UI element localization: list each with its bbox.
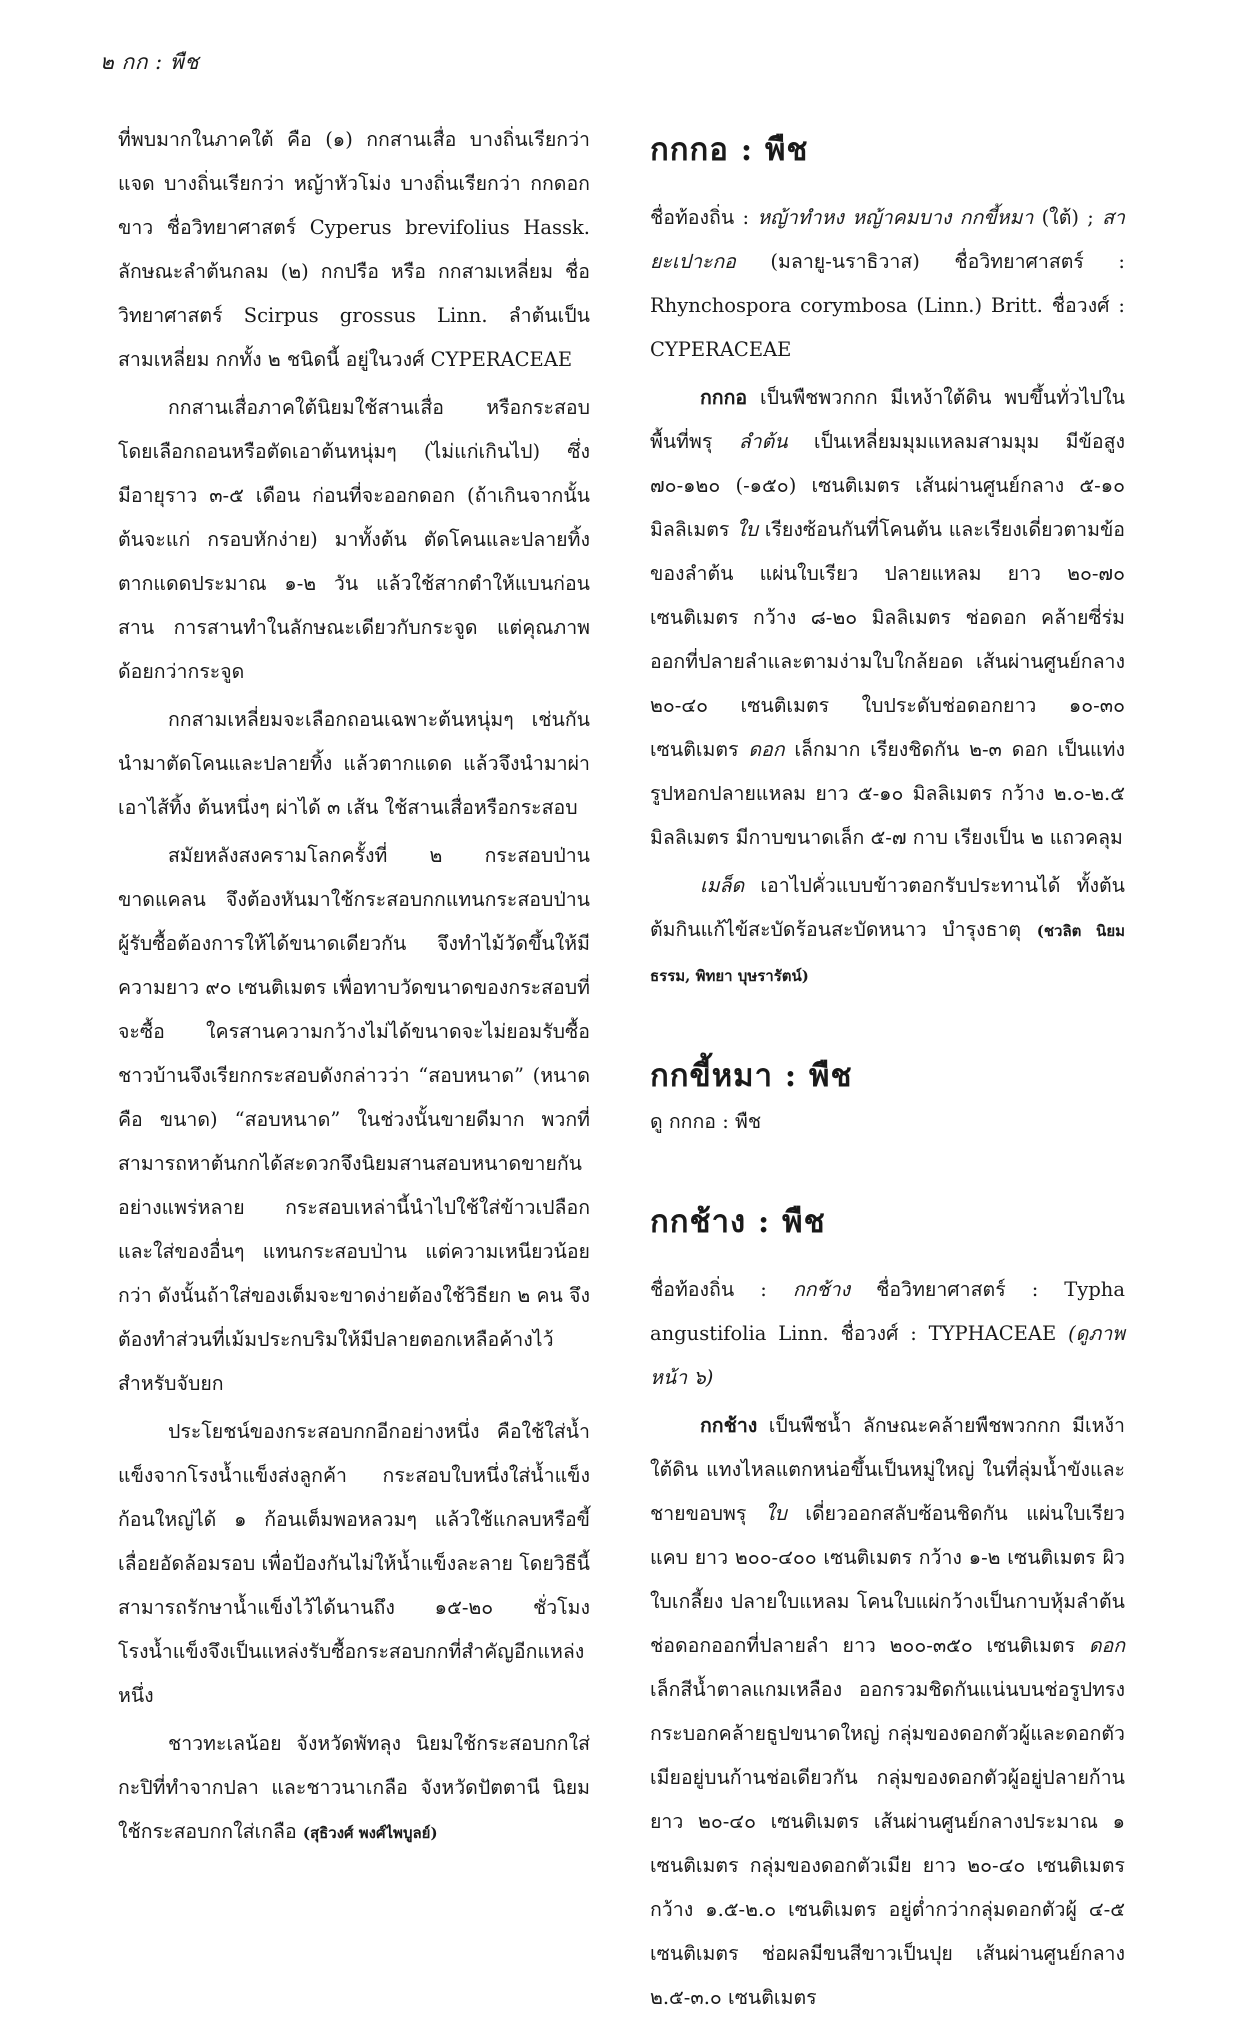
left-column: [118, 118, 590, 1855]
local-names-malay: สายะเปาะกอ: [650, 206, 1125, 273]
local-names-line: [650, 196, 1125, 372]
entry-kakchang: [650, 1196, 1125, 2020]
term-leaf: ใบ: [764, 1502, 787, 1525]
local-names: กกช้าง: [792, 1278, 851, 1301]
paragraph: สมัยหลังสงครามโลกครั้งที่ ๒ กระสอบป่านขาดแคลน จึงต้องหันมาใช้กระสอบกกแทนกระสอบป่าน ผู้รับซื้อต้องการให้ได้ขนาดเดียวกัน จึงทำไม้วัดขึ้นให้มีความยาว ๙๐ เซนติเมตร เพื่อทาบวัดขนาดของกระสอบที่จะซื้อ ใครสานความกว้างไม่ได้ขนาดจะไม่ยอมรับซื้อ ชาวบ้านจึงเรียกกระสอบดังกล่าวว่า “สอบหนาด” (หนาด คือ ขนาด) “สอบหนาด” ในช่วงนั้นขายดีมาก พวกที่สามารถหาต้นกกได้สะดวกจึงนิยมสานสอบหนาดขายกันอย่างแพร่หลาย กระสอบเหล่านี้นำไปใช้ใส่ข้าวเปลือกและใส่ของอื่นๆ แทนกระสอบป่าน แต่ความเหนียวน้อยกว่า ดังนั้นถ้าใส่ของเต็มจะขาดง่ายต้องใช้วิธียก ๒ คน จึงต้องทำส่วนที่เม้มประกบริมให้มีปลายตอกเหลือค้างไว้สำหรับจับยก: [118, 844, 590, 1395]
see-picture-ref: (ดูภาพหน้า ๖): [650, 1322, 1125, 1389]
paragraph: ประโยชน์ของกระสอบกกอีกอย่างหนึ่ง คือใช้ใส่น้ำแข็งจากโรงน้ำแข็งส่งลูกค้า กระสอบใบหนึ่งใส่น้ำแข็งก้อนใหญ่ได้ ๑ ก้อนเต็มพอหลวมๆ แล้วใช้แกลบหรือขี้เลื่อยอัดล้อมรอบ เพื่อป้องกันไม่ให้น้ำแข็งละลาย โดยวิธีนี้สามารถรักษาน้ำแข็งไว้ได้นานถึง ๑๕-๒๐ ชั่วโมง โรงน้ำแข็งจึงเป็นแหล่งรับซื้อกระสอบกกที่สำคัญอีกแหล่งหนึ่ง: [118, 1420, 590, 1707]
description-text: เรียงซ้อนกันที่โคนต้น และเรียงเดี่ยวตามข้อของลำต้น แผ่นใบเรียว ปลายแหลม ยาว ๒๐-๗๐ เซนติเมตร กว้าง ๘-๒๐ มิลลิเมตร ช่อดอก คล้ายซี่ร่ม ออกที่ปลายลำและตามง่ามใบใกล้ยอด เส้นผ่านศูนย์กลาง ๒๐-๔๐ เซนติเมตร ใบประดับช่อดอกยาว ๑๐-๓๐ เซนติเมตร: [650, 518, 1125, 761]
entry-title: กกช้าง : พืช: [650, 1204, 826, 1240]
local-region: (ใต้) ;: [1033, 206, 1103, 229]
entry-title: กกขี้หมา : พืช: [650, 1058, 853, 1094]
description-text: เป็นพืชพวกกก มีเหง้าใต้ดิน พบขึ้นทั่วไปในพื้นที่พรุ: [650, 386, 1125, 453]
term-flower: ดอก: [1088, 1634, 1125, 1657]
paragraph: ที่พบมากในภาคใต้ คือ (๑) กกสานเสื่อ บางถิ่นเรียกว่า แจด บางถิ่นเรียกว่า หญ้าหัวโม่ง บางถิ่นเรียกว่า กกดอกขาว ชื่อวิทยาศาสตร์ Cyperus brevifolius Hassk. ลักษณะลำต้นกลม (๒) กกปรือ หรือ กกสามเหลี่ยม ชื่อวิทยาศาสตร์ Scirpus grossus Linn. ลำต้นเป็นสามเหลี่ยม กกทั้ง ๒ ชนิดนี้ อยู่ในวงศ์ CYPERACEAE: [118, 128, 590, 371]
author-signature: (สุธิวงศ์ พงศ์ไพบูลย์): [302, 1824, 438, 1842]
right-column: [650, 118, 1125, 2020]
description-paragraph: [650, 1404, 1125, 2020]
description-text: เดี่ยวออกสลับซ้อนชิดกัน แผ่นใบเรียวแคบ ยาว ๒๐๐-๔๐๐ เซนติเมตร กว้าง ๑-๒ เซนติเมตร ผิวใบเกลี้ยง ปลายใบแหลม โคนใบแผ่กว้างเป็นกาบหุ้มลำต้น ช่อดอกออกที่ปลายลำ ยาว ๒๐๐-๓๕๐ เซนติเมตร: [650, 1502, 1126, 1657]
entry-kakko: [650, 124, 1125, 998]
term-seed: เมล็ด: [700, 874, 745, 897]
running-head: ๒ กก : พืช: [100, 50, 199, 74]
term-stem: ลำต้น: [738, 430, 788, 453]
scientific-name-text: (มลายู-นราธิวาส) ชื่อวิทยาศาสตร์ : Rhynchospora corymbosa (Linn.) Britt. ชื่อวงศ์ : CYPERACEAE: [650, 250, 1125, 361]
paragraph: กกสานเสื่อภาคใต้นิยมใช้สานเสื่อ หรือกระสอบ โดยเลือกถอนหรือตัดเอาต้นหนุ่มๆ (ไม่แก่เกินไป) ซึ่งมีอายุราว ๓-๕ เดือน ก่อนที่จะออกดอก (ถ้าเกินจากนั้นต้นจะแก่ กรอบหักง่าย) มาทั้งต้น ตัดโคนและปลายทิ้ง ตากแดดประมาณ ๑-๒ วัน แล้วใช้สากตำให้แบนก่อนสาน การสานทำในลักษณะเดียวกับกระจูด แต่คุณภาพด้อยกว่ากระจูด: [118, 396, 590, 683]
description-text: เอาไปคั่วแบบข้าวตอกรับประทานได้ ทั้งต้นต้มกินแก้ไข้สะบัดร้อนสะบัดหนาว บำรุงธาตุ: [650, 874, 1125, 941]
local-name-label: ชื่อท้องถิ่น :: [650, 1278, 793, 1301]
description-text: เป็นเหลี่ยมมุมแหลมสามมุม มีข้อสูง ๗๐-๑๒๐ (-๑๕๐) เซนติเมตร เส้นผ่านศูนย์กลาง ๕-๑๐ มิลลิเมตร: [650, 430, 1125, 541]
paragraph-with-signature: [118, 1722, 590, 1855]
local-names: หญ้าทำหง หญ้าคมบาง กกขี้หมา: [757, 206, 1034, 229]
entry-headword: กกช้าง: [700, 1414, 758, 1437]
description-text: เป็นพืชน้ำ ลักษณะคล้ายพืชพวกกก มีเหง้าใต้ดิน แทงไหลแตกหน่อขึ้นเป็นหมู่ใหญ่ ในที่ลุ่มน้ำขังและชายขอบพรุ: [650, 1414, 1125, 1525]
entry-headword: กกกอ: [700, 386, 748, 409]
local-names-line: [650, 1268, 1125, 1400]
entry-kakkima: [650, 1050, 1125, 1144]
term-leaf: ใบ: [736, 518, 759, 541]
entry-title: กกกอ : พืช: [650, 132, 809, 168]
scientific-name-text: ชื่อวิทยาศาสตร์ : Typha angustifolia Linn. ชื่อวงศ์ : TYPHACEAE: [650, 1278, 1125, 1345]
author-signature: (ชวลิต นิยมธรรม, พิทยา บุษรารัตน์): [650, 922, 1125, 985]
term-flower: ดอก: [748, 738, 785, 761]
local-name-label: ชื่อท้องถิ่น :: [650, 206, 758, 229]
see-also: ดู กกกอ : พืช: [650, 1110, 762, 1133]
paragraph: กกสามเหลี่ยมจะเลือกถอนเฉพาะต้นหนุ่มๆ เช่นกัน นำมาตัดโคนและปลายทิ้ง แล้วตากแดด แล้วจึงนำมาผ่าเอาไส้ทิ้ง ต้นหนึ่งๆ ผ่าได้ ๓ เส้น ใช้สานเสื่อหรือกระสอบ: [118, 708, 590, 819]
description-text: เล็กสีน้ำตาลแกมเหลือง ออกรวมชิดกันแน่นบนช่อรูปทรงกระบอกคล้ายธูปขนาดใหญ่ กลุ่มของดอกตัวผู้และดอกตัวเมียอยู่บนก้านช่อเดียวกัน กลุ่มของดอกตัวผู้อยู่ปลายก้าน ยาว ๒๐-๔๐ เซนติเมตร เส้นผ่านศูนย์กลางประมาณ ๑ เซนติเมตร กลุ่มของดอกตัวเมีย ยาว ๒๐-๔๐ เซนติเมตร กว้าง ๑.๕-๒.๐ เซนติเมตร อยู่ต่ำกว่ากลุ่มดอกตัวผู้ ๔-๕ เซนติเมตร ช่อผลมีขนสีขาวเป็นปุย เส้นผ่านศูนย์กลาง ๒.๕-๓.๐ เซนติเมตร: [650, 1678, 1125, 2009]
uses-paragraph: [650, 864, 1125, 998]
description-paragraph: [650, 376, 1125, 860]
paragraph-text: ชาวทะเลน้อย จังหวัดพัทลุง นิยมใช้กระสอบกกใส่กะปิที่ทำจากปลา และชาวนาเกลือ จังหวัดปัตตานี นิยมใช้กระสอบกกใส่เกลือ: [118, 1732, 590, 1843]
description-text: เล็กมาก เรียงชิดกัน ๒-๓ ดอก เป็นแท่งรูปหอกปลายแหลม ยาว ๕-๑๐ มิลลิเมตร กว้าง ๒.๐-๒.๕ มิลลิเมตร มีกาบขนาดเล็ก ๕-๗ กาบ เรียงเป็น ๒ แถวคลุม: [650, 738, 1125, 849]
